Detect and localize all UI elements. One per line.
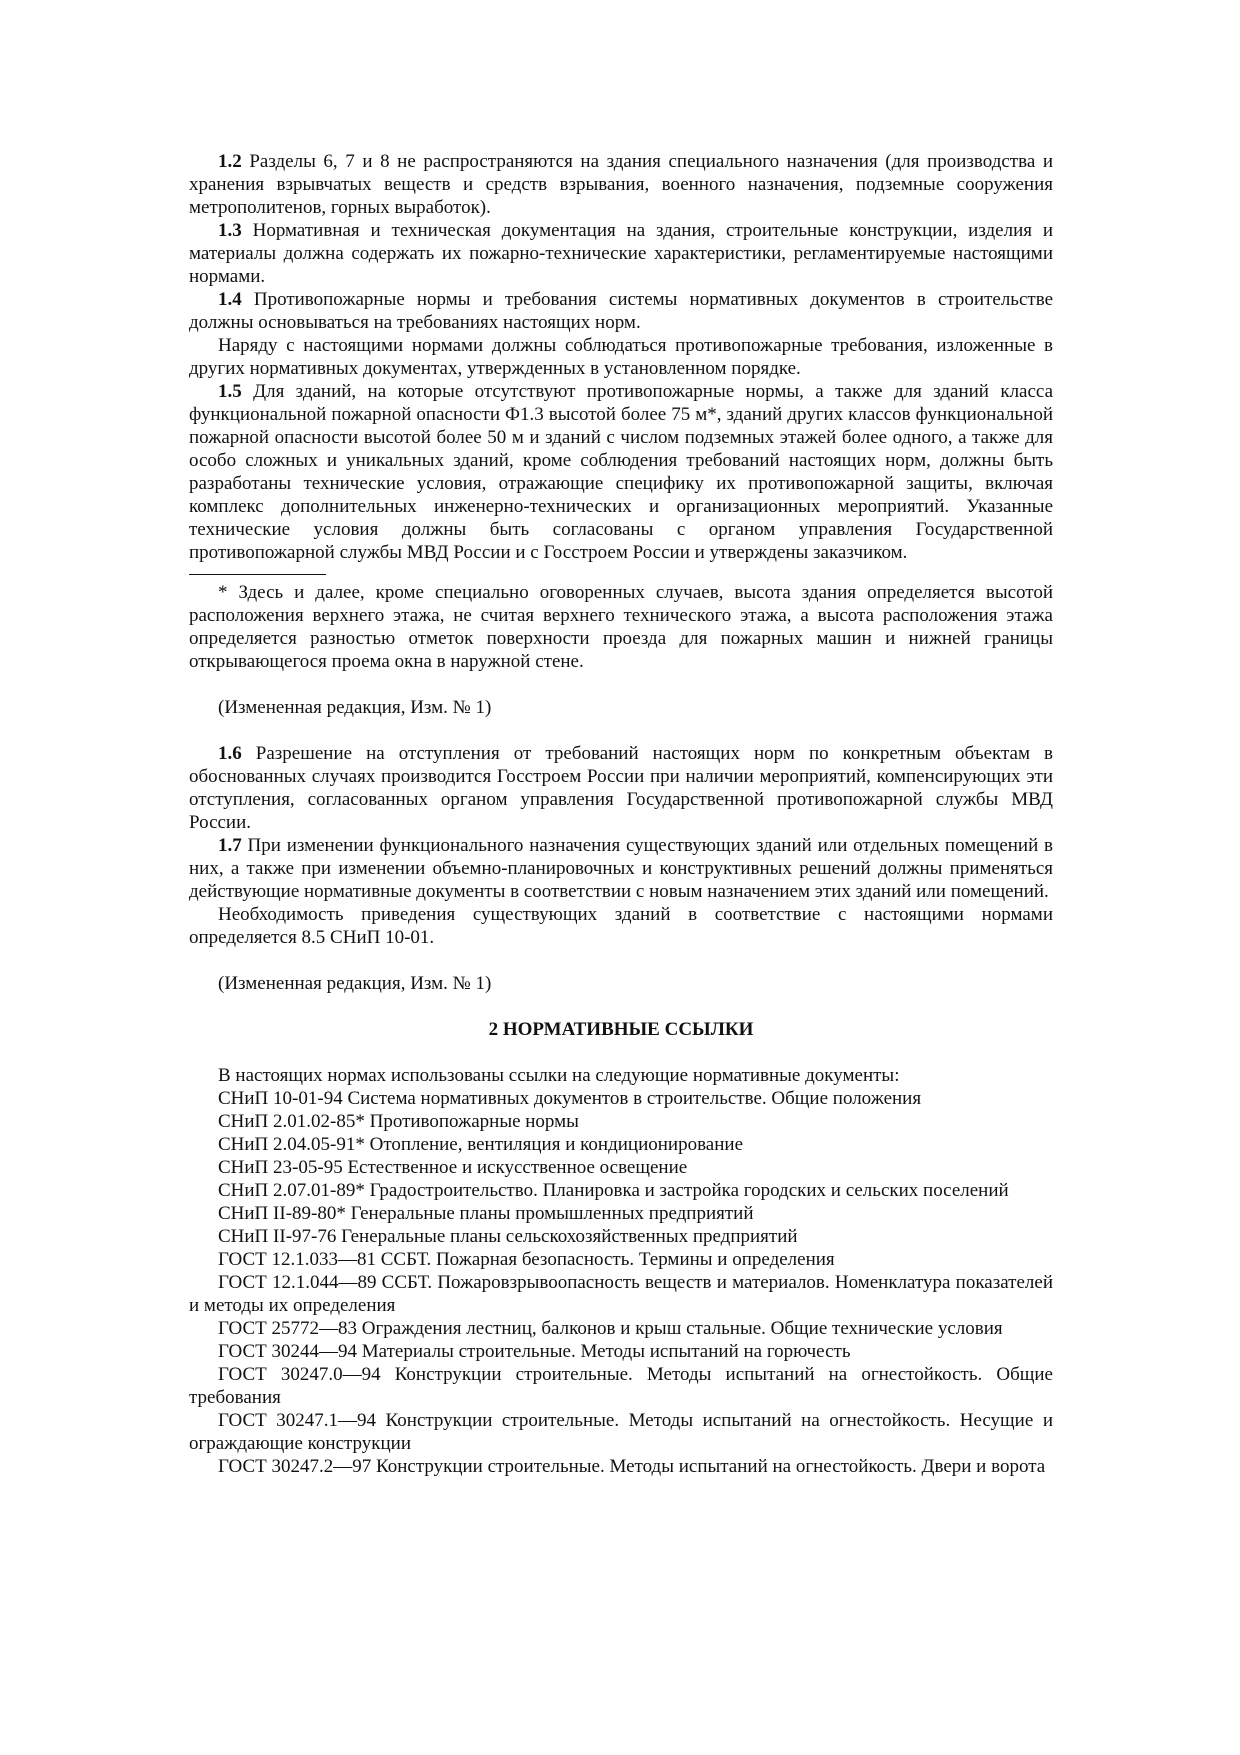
clause-number: 1.4 bbox=[218, 289, 242, 310]
clause-text: Разрешение на отступления от требований настоящих норм по конкретным объектам в обоснованных случаях производится Госстроем России при наличии мероприятий, компенсирующих эти отступления, согласованных органом управления Государственной противопожарной службы МВД России. bbox=[189, 743, 1053, 833]
amendment-note: (Измененная редакция, Изм. № 1) bbox=[218, 697, 492, 718]
clause-text: Нормативная и техническая документация на здания, строительные конструкции, изделия и материалы должна содержать их пожарно-технические характеристики, регламентируемые настоящими нормами. bbox=[189, 220, 1054, 287]
reference-item: СНиП 2.01.02-85* Противопожарные нормы bbox=[218, 1111, 579, 1132]
amendment-note: (Измененная редакция, Изм. № 1) bbox=[218, 973, 492, 994]
clause-text: Разделы 6, 7 и 8 не распространяются на здания специального назначения (для производства и хранения взрывчатых веществ и средств взрывания, военного назначения, подземные сооружения метрополитенов, горных выработок). bbox=[189, 151, 1054, 218]
reference-item: ГОСТ 12.1.044—89 ССБТ. Пожаровзрывоопасность веществ и материалов. Номенклатура показателей и методы их определения bbox=[189, 1272, 1053, 1316]
clause-number: 1.7 bbox=[218, 835, 242, 856]
paragraph-1-7 bbox=[189, 834, 1053, 903]
reference-item: ГОСТ 12.1.033—81 ССБТ. Пожарная безопасность. Термины и определения bbox=[218, 1249, 835, 1270]
reference-item: ГОСТ 30247.0—94 Конструкции строительные. Методы испытаний на огнестойкость. Общие требования bbox=[189, 1364, 1053, 1408]
clause-number: 1.5 bbox=[218, 381, 242, 402]
section-heading: 2 НОРМАТИВНЫЕ ССЫЛКИ bbox=[488, 1019, 754, 1040]
clause-text: При изменении функционального назначения существующих зданий или отдельных помещений в них, а также при изменении объемно-планировочных и конструктивных решений должны применяться действующие нормативные документы в соответствии с новым назначением этих зданий или помещений. bbox=[189, 835, 1053, 902]
paragraph-1-5 bbox=[189, 380, 1053, 564]
reference-item: СНиП 10-01-94 Система нормативных документов в строительстве. Общие положения bbox=[218, 1088, 922, 1109]
footnote: * Здесь и далее, кроме специально оговоренных случаев, высота здания определяется высотой расположения верхнего этажа, не считая верхнего технического этажа, а высота расположения этажа определяется разностью отметок поверхности проезда для пожарных машин и нижней границы открывающегося проема окна в наружной стене. bbox=[189, 582, 1053, 672]
reference-item: СНиП 2.04.05-91* Отопление, вентиляция и кондиционирование bbox=[218, 1134, 743, 1155]
reference-item: ГОСТ 30244—94 Материалы строительные. Методы испытаний на горючесть bbox=[218, 1341, 851, 1362]
paragraph-1-3 bbox=[189, 219, 1053, 288]
reference-item: ГОСТ 30247.1—94 Конструкции строительные. Методы испытаний на огнестойкость. Несущие и ограждающие конструкции bbox=[189, 1410, 1053, 1454]
reference-item: СНиП 2.07.01-89* Градостроительство. Планировка и застройка городских и сельских поселений bbox=[218, 1180, 1009, 1201]
clause-number: 1.2 bbox=[218, 151, 242, 172]
reference-item: ГОСТ 30247.2—97 Конструкции строительные. Методы испытаний на огнестойкость. Двери и ворота bbox=[218, 1456, 1046, 1477]
clause-number: 1.6 bbox=[218, 743, 242, 764]
paragraph-1-4-continuation: Наряду с настоящими нормами должны соблюдаться противопожарные требования, изложенные в других нормативных документах, утвержденных в установленном порядке. bbox=[189, 335, 1053, 379]
paragraph-1-2 bbox=[189, 150, 1053, 219]
document-body bbox=[189, 150, 1053, 1478]
clause-text: Противопожарные нормы и требования системы нормативных документов в строительстве должны основываться на требованиях настоящих норм. bbox=[189, 289, 1053, 333]
reference-item: СНиП 23-05-95 Естественное и искусственное освещение bbox=[218, 1157, 688, 1178]
references-intro: В настоящих нормах использованы ссылки на следующие нормативные документы: bbox=[218, 1065, 900, 1086]
paragraph-1-6 bbox=[189, 742, 1053, 834]
reference-item: ГОСТ 25772—83 Ограждения лестниц, балконов и крыш стальные. Общие технические условия bbox=[218, 1318, 1003, 1339]
reference-item: СНиП II-89-80* Генеральные планы промышленных предприятий bbox=[218, 1203, 754, 1224]
paragraph-1-4 bbox=[189, 288, 1053, 334]
clause-number: 1.3 bbox=[218, 220, 242, 241]
reference-item: СНиП II-97-76 Генеральные планы сельскохозяйственных предприятий bbox=[218, 1226, 798, 1247]
paragraph-1-7-continuation: Необходимость приведения существующих зданий в соответствие с настоящими нормами определяется 8.5 СНиП 10-01. bbox=[189, 904, 1053, 948]
clause-text: Для зданий, на которые отсутствуют противопожарные нормы, а также для зданий класса функциональной пожарной опасности Ф1.3 высотой более 75 м*, зданий других классов функциональной пожарной опасности высотой более 50 м и зданий с числом подземных этажей более одного, а также для особо сложных и уникальных зданий, кроме соблюдения требований настоящих норм, должны быть разработаны технические условия, отражающие специфику их противопожарной защиты, включая комплекс дополнительных инженерно-технических и организационных мероприятий. Указанные технические условия должны быть согласованы с органом управления Государственной противопожарной службы МВД России и с Госстроем России и утверждены заказчиком. bbox=[189, 381, 1054, 563]
footnote-separator bbox=[189, 574, 326, 575]
